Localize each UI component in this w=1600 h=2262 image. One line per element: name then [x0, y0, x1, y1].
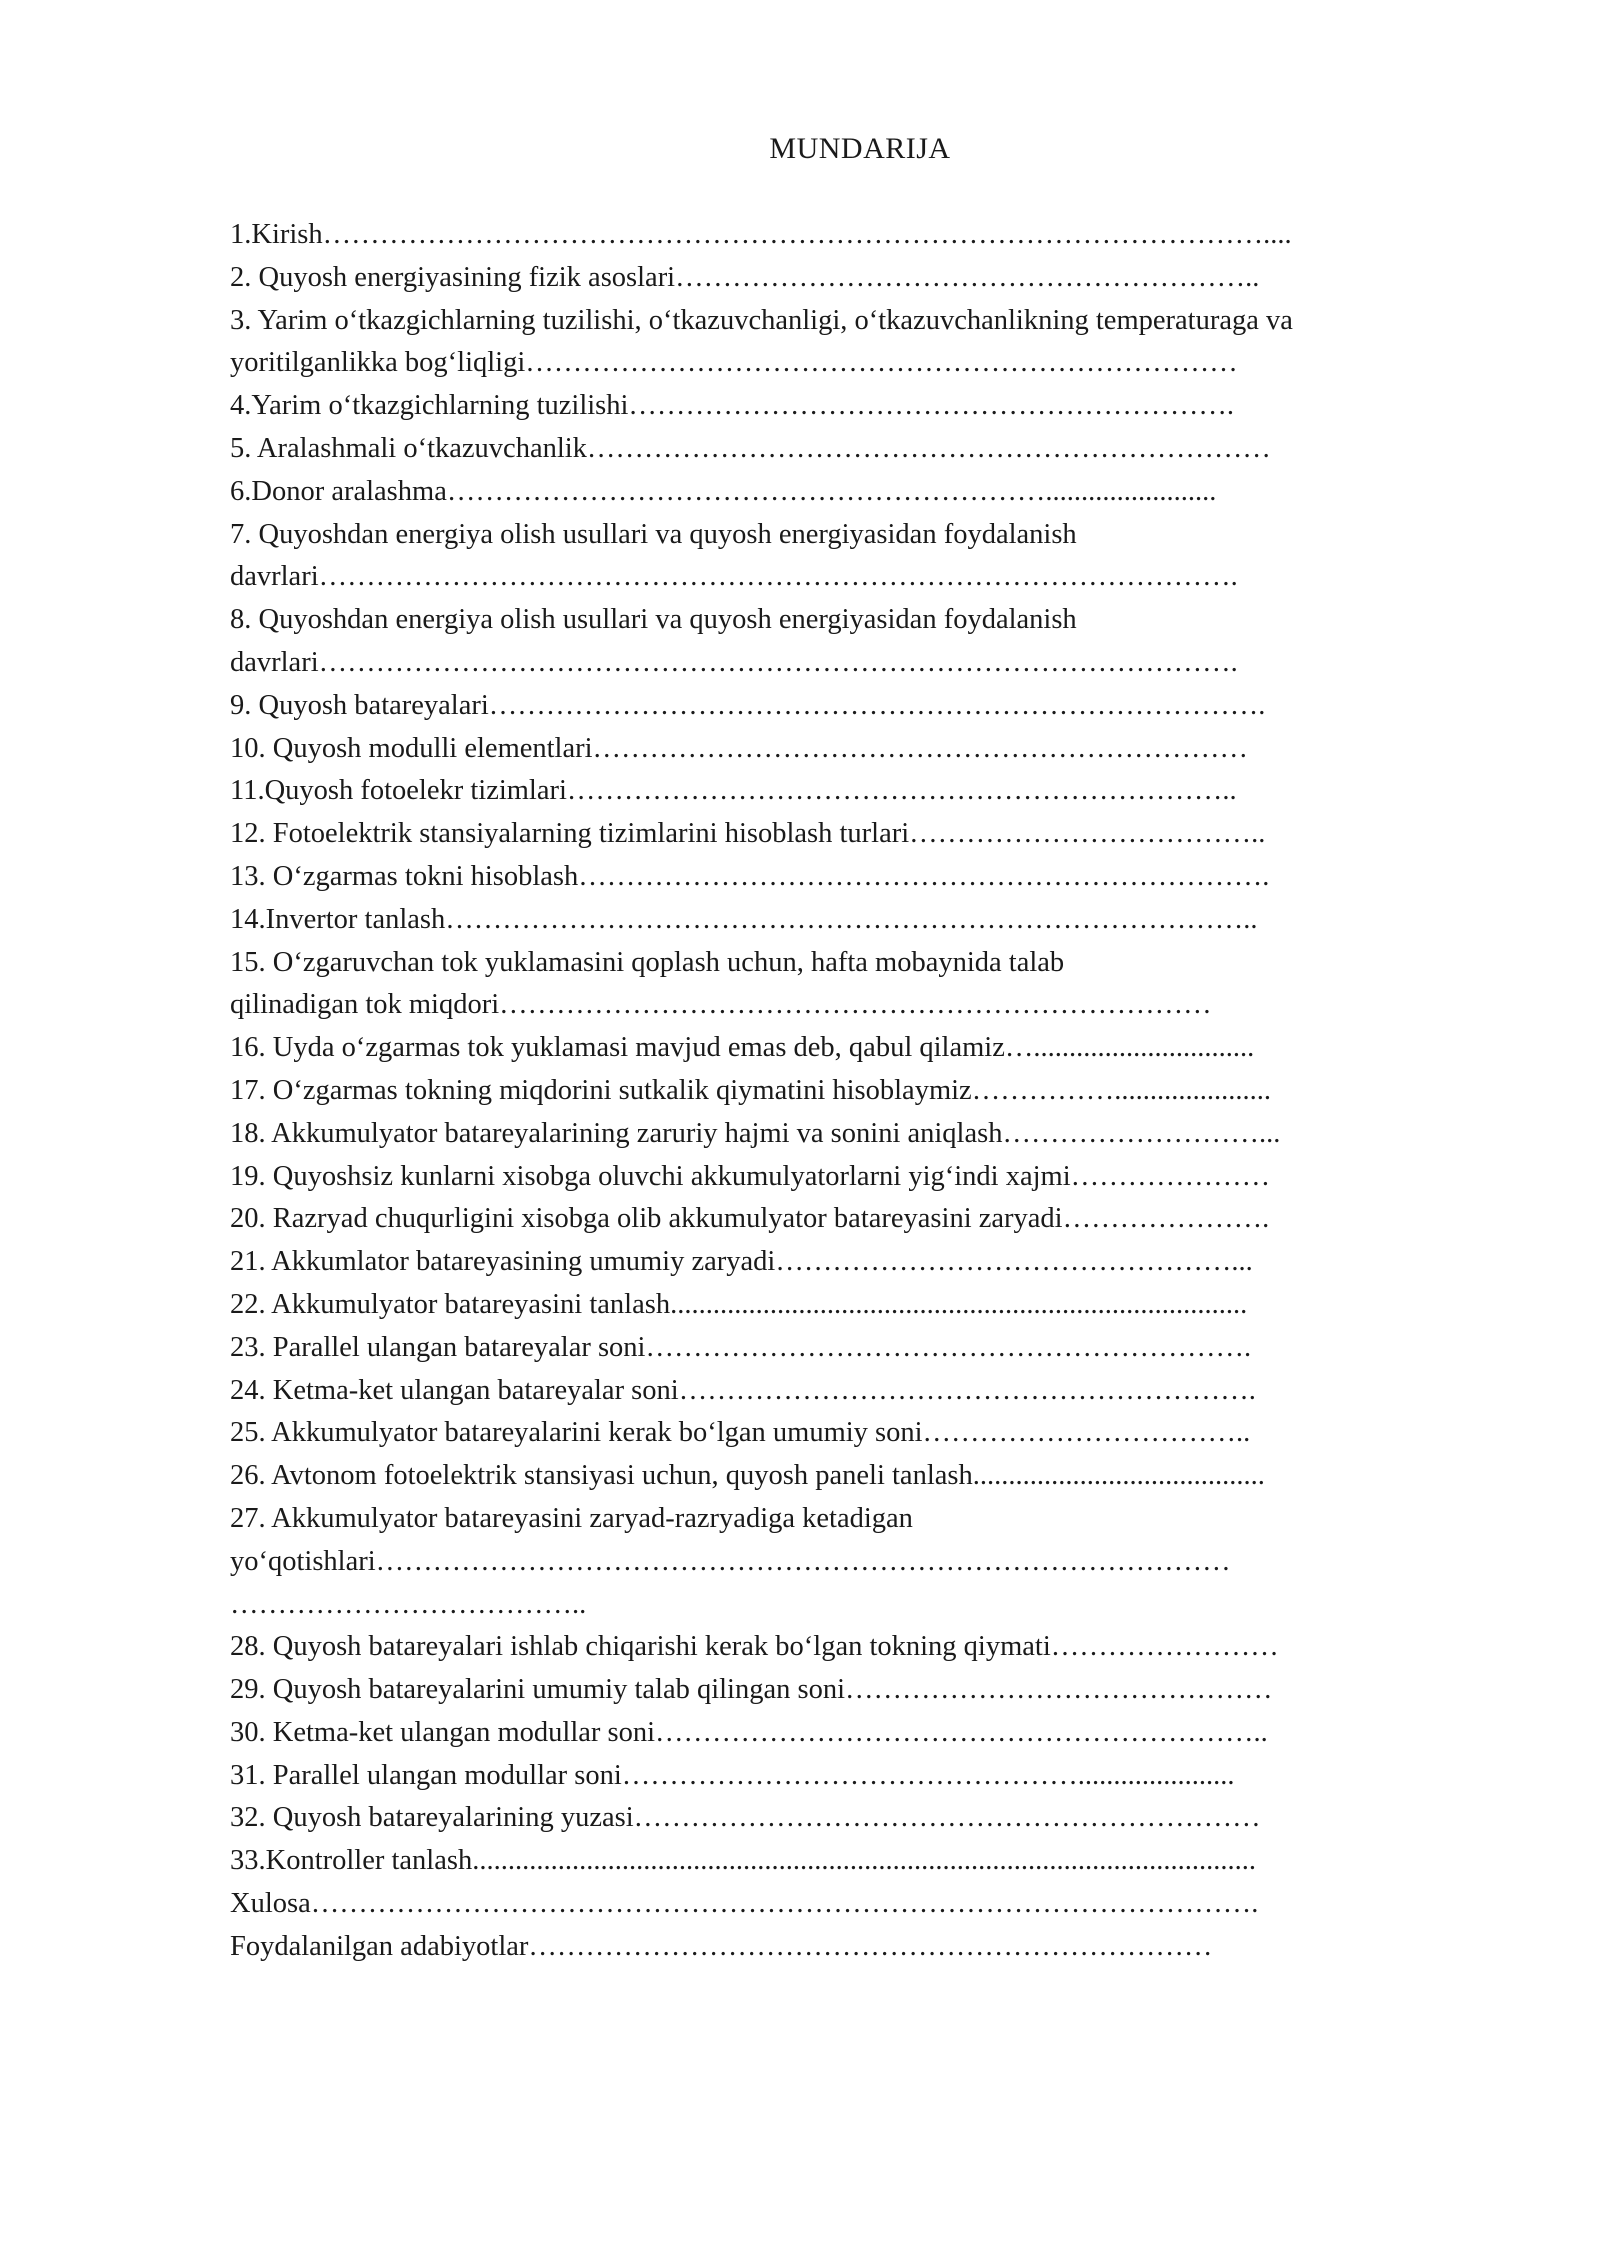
toc-line: 20. Razryad chuqurligini xisobga olib akkumulyator batareyasini zaryadi…………………. [230, 1203, 1270, 1235]
toc-line: 9. Quyosh batareyalari………………………………………………………………………. [230, 689, 1266, 721]
toc-line: 7. Quyoshdan energiya olish usullari va quyosh energiyasidan foydalanish [230, 518, 1077, 550]
page-title: MUNDARIJA [769, 132, 951, 165]
toc-line: 26. Avtonom fotoelektrik stansiyasi uchun, quyosh paneli tanlash......................................... [230, 1460, 1265, 1492]
toc-line: 8. Quyoshdan energiya olish usullari va quyosh energiyasidan foydalanish [230, 604, 1077, 636]
toc-line: 27. Akkumulyator batareyasini zaryad-razryadiga ketadigan [230, 1502, 913, 1534]
toc-line: 24. Ketma-ket ulangan batareyalar soni……………………………………………………. [230, 1374, 1256, 1406]
toc-line: 4.Yarim o‘tkazgichlarning tuzilishi………………………………………………………. [230, 390, 1235, 422]
toc-line: yoritilganlikka bog‘liqligi………………………………………………………………… [230, 347, 1238, 379]
toc-line: 18. Akkumulyator batareyalarining zaruriy hajmi va sonini aniqlash………………………... [230, 1117, 1281, 1149]
toc-line: 32. Quyosh batareyalarining yuzasi………………………………………………………… [230, 1802, 1261, 1834]
toc-line: davrlari……………………………………………………………………………………. [230, 646, 1238, 678]
toc-line: 11.Quyosh fotoelekr tizimlari…………………………………………………………….. [230, 775, 1237, 807]
toc-line: 31. Parallel ulangan modullar soni…………………………………………...................... [230, 1759, 1235, 1791]
toc-line: 23. Parallel ulangan batareyalar soni………………………………………………………. [230, 1331, 1252, 1363]
toc-line: 15. O‘zgaruvchan tok yuklamasini qoplash uchun, hafta mobaynida talab [230, 946, 1065, 978]
toc-line: 22. Akkumulyator batareyasini tanlash................................................................................. [230, 1288, 1248, 1320]
toc-line: 25. Akkumulyator batareyalarini kerak bo‘lgan umumiy soni…………………………….. [230, 1417, 1251, 1449]
toc-line: 14.Invertor tanlash………………………………………………………………………….. [230, 903, 1258, 935]
toc-line: Xulosa………………………………………………………………………………………. [230, 1888, 1259, 1920]
toc-line: 21. Akkumlator batareyasining umumiy zaryadi…………………………………………... [230, 1246, 1253, 1278]
toc-line: 19. Quyoshsiz kunlarni xisobga oluvchi akkumulyatorlarni yig‘indi xajmi………………… [230, 1160, 1271, 1192]
toc-line: qilinadigan tok miqdori………………………………………………………………… [230, 989, 1212, 1021]
toc-line: ……………………………….. [230, 1588, 587, 1620]
toc-line: 28. Quyosh batareyalari ishlab chiqarishi kerak bo‘lgan tokning qiymati…………………… [230, 1631, 1279, 1663]
toc-line: 10. Quyosh modulli elementlari…………………………………………………………… [230, 732, 1249, 764]
table-of-contents [230, 214, 1470, 1969]
toc-line: yo‘qotishlari……………………………………………………………………………… [230, 1545, 1231, 1577]
toc-line: 6.Donor aralashma………………………………………………………........................ [230, 475, 1217, 507]
toc-line: 5. Aralashmali o‘tkazuvchanlik……………………………………………………………… [230, 432, 1271, 464]
toc-line: 1.Kirish……………………………………………………………………………………….... [230, 219, 1292, 250]
toc-line: 17. O‘zgarmas tokning miqdorini sutkalik qiymatini hisoblaymiz……………...................... [230, 1074, 1271, 1106]
toc-line: 16. Uyda o‘zgarmas tok yuklamasi mavjud emas deb, qabul qilamiz…............................... [230, 1032, 1255, 1064]
toc-line: Foydalanilgan adabiyotlar……………………………………………………………… [230, 1930, 1213, 1962]
toc-line: 33.Kontroller tanlash.............................................................................................................. [230, 1845, 1256, 1877]
toc-line: davrlari……………………………………………………………………………………. [230, 561, 1238, 593]
toc-line: 30. Ketma-ket ulangan modullar soni……………………………………………………….. [230, 1716, 1268, 1748]
toc-line: 13. O‘zgarmas tokni hisoblash………………………………………………………………. [230, 860, 1270, 892]
toc-line: 12. Fotoelektrik stansiyalarning tizimlarini hisoblash turlari……………………………….. [230, 818, 1266, 850]
toc-line: 29. Quyosh batareyalarini umumiy talab qilingan soni……………………………………… [230, 1674, 1273, 1706]
toc-line: 3. Yarim o‘tkazgichlarning tuzilishi, o‘tkazuvchanligi, o‘tkazuvchanlikning temperaturaga va [230, 304, 1293, 336]
toc-line: 2. Quyosh energiyasining fizik asoslari…………………………………………………….. [230, 261, 1260, 293]
